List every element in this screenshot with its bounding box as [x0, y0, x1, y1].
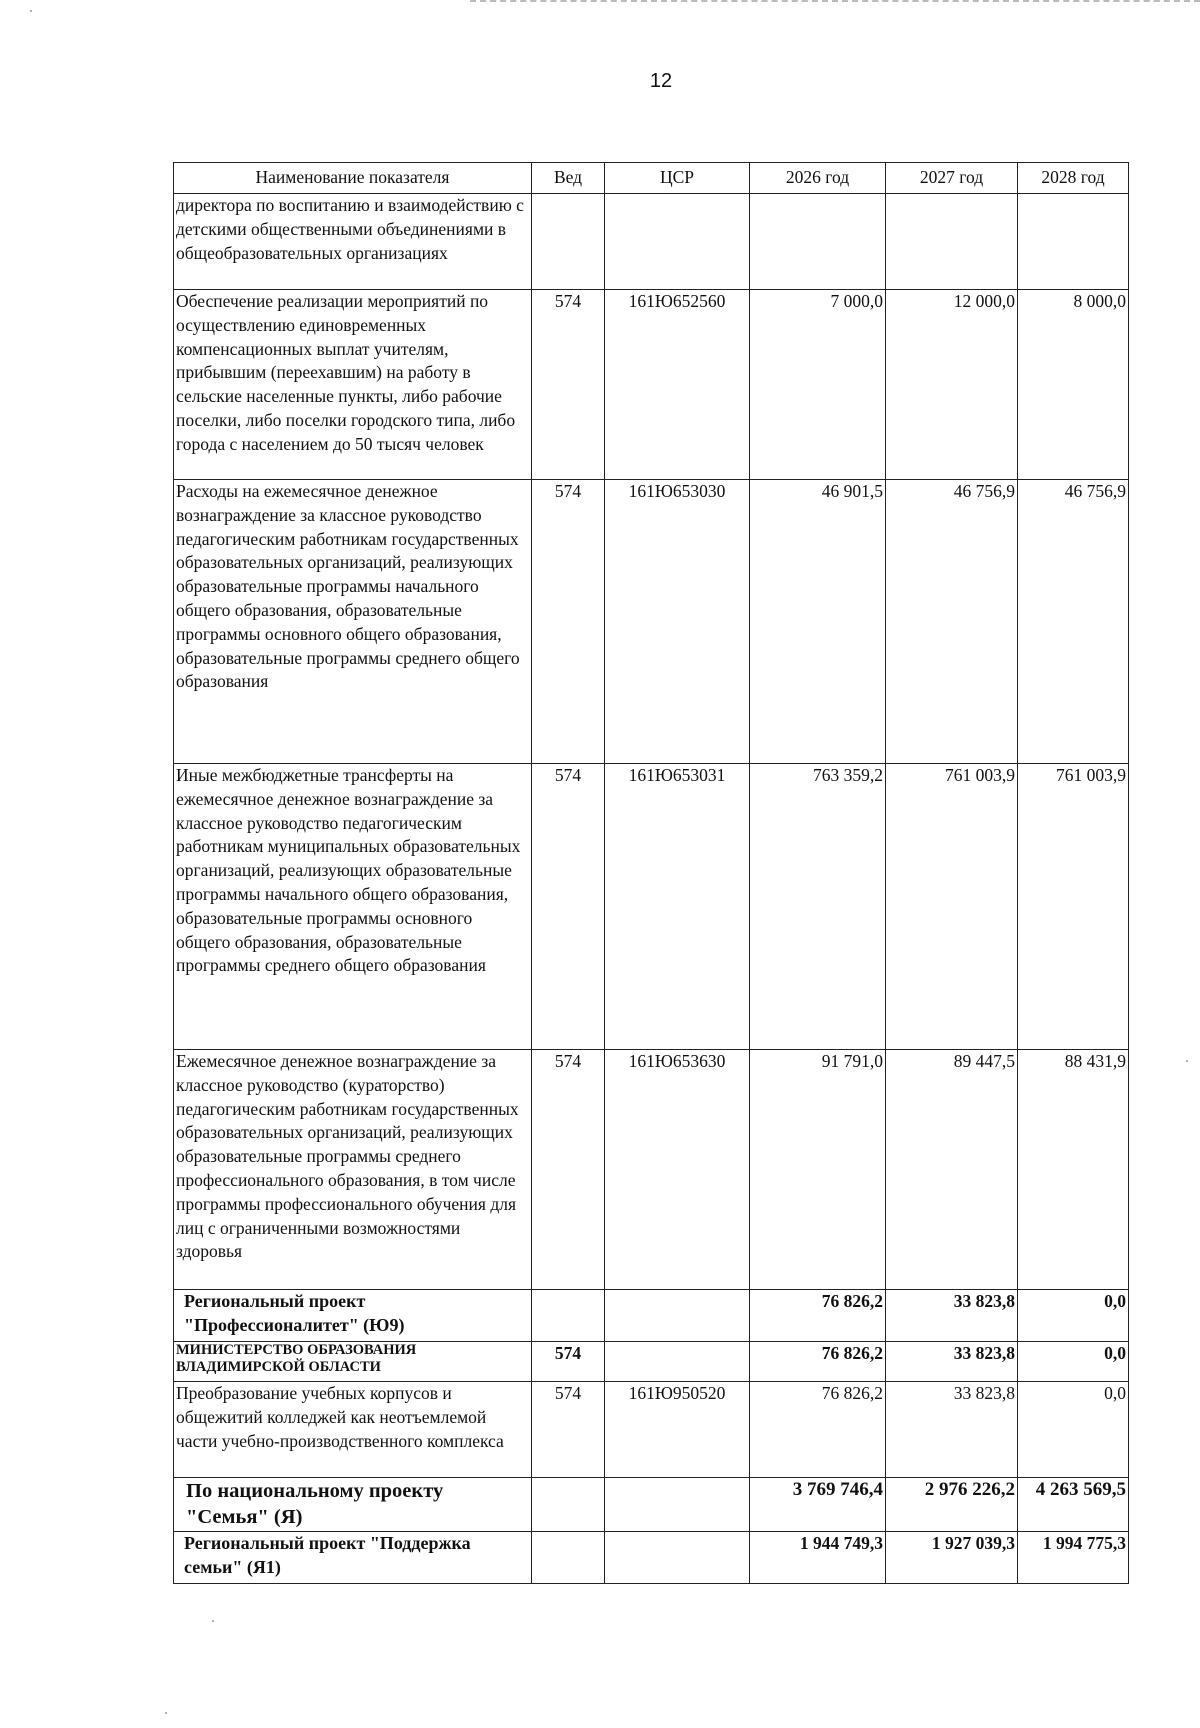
- table-row-project: [174, 1290, 1129, 1342]
- row-ved: 574: [532, 1342, 605, 1382]
- row-name: Иные межбюджетные трансферты на ежемесячное денежное вознаграждение за классное руководство педагогическим работникам муниципальных образовательных организаций, реализующих образовательные программы начального общего образования, образовательные программы основного общего образования, образовательные программы среднего общего образования: [174, 764, 532, 1050]
- row-2027: [886, 194, 1018, 290]
- row-2026: 7 000,0: [750, 290, 886, 480]
- row-csr: [605, 1478, 750, 1532]
- row-name: директора по воспитанию и взаимодействию с детскими общественными объединениями в общеобразовательных организациях: [174, 194, 532, 290]
- row-2027: 33 823,8: [886, 1290, 1018, 1342]
- row-name: Региональный проект "Профессионалитет" (Ю9): [174, 1290, 532, 1342]
- row-name: Региональный проект "Поддержка семьи" (Я1): [174, 1532, 532, 1584]
- row-csr: [605, 1290, 750, 1342]
- table-row-project: [174, 1532, 1129, 1584]
- row-2028: 4 263 569,5: [1018, 1478, 1129, 1532]
- row-2026: [750, 194, 886, 290]
- row-ved: [532, 1478, 605, 1532]
- row-csr: 161Ю653031: [605, 764, 750, 1050]
- row-name: По национальному проекту "Семья" (Я): [174, 1478, 532, 1532]
- row-2026: 1 944 749,3: [750, 1532, 886, 1584]
- row-csr: 161Ю653030: [605, 480, 750, 764]
- table-row: [174, 194, 1129, 290]
- header-2027: 2027 год: [886, 163, 1018, 194]
- row-2026: 3 769 746,4: [750, 1478, 886, 1532]
- row-ved: [532, 194, 605, 290]
- row-2026: 91 791,0: [750, 1050, 886, 1290]
- row-csr: 161Ю653630: [605, 1050, 750, 1290]
- row-2026: 76 826,2: [750, 1382, 886, 1478]
- table-header-row: [174, 163, 1129, 194]
- row-2026: 46 901,5: [750, 480, 886, 764]
- row-ved: 574: [532, 1382, 605, 1478]
- scan-speck: [1186, 1060, 1188, 1062]
- row-csr: 161Ю950520: [605, 1382, 750, 1478]
- header-2026: 2026 год: [750, 163, 886, 194]
- row-2027: 89 447,5: [886, 1050, 1018, 1290]
- scan-speck: [30, 10, 32, 12]
- row-name: Расходы на ежемесячное денежное вознаграждение за классное руководство педагогическим работникам государственных образовательных организаций, реализующих образовательные программы начального общего образования, образовательные программы основного общего образования, образовательные программы среднего общего образования: [174, 480, 532, 764]
- header-2028: 2028 год: [1018, 163, 1129, 194]
- table-row-national-project: [174, 1478, 1129, 1532]
- row-2027: 1 927 039,3: [886, 1532, 1018, 1584]
- budget-table: [173, 162, 1129, 1584]
- row-2028: 0,0: [1018, 1290, 1129, 1342]
- row-csr: [605, 194, 750, 290]
- row-name: Обеспечение реализации мероприятий по осуществлению единовременных компенсационных выплат учителям, прибывшим (переехавшим) на работу в сельские населенные пункты, либо рабочие поселки, либо поселки городского типа, либо города с населением до 50 тысяч человек: [174, 290, 532, 480]
- table-row: [174, 290, 1129, 480]
- row-2028: 1 994 775,3: [1018, 1532, 1129, 1584]
- row-2028: 46 756,9: [1018, 480, 1129, 764]
- row-ved: [532, 1290, 605, 1342]
- row-csr: [605, 1532, 750, 1584]
- row-2027: 761 003,9: [886, 764, 1018, 1050]
- row-2028: [1018, 194, 1129, 290]
- row-2028: 761 003,9: [1018, 764, 1129, 1050]
- row-2027: 2 976 226,2: [886, 1478, 1018, 1532]
- row-ved: 574: [532, 764, 605, 1050]
- row-name: МИНИСТЕРСТВО ОБРАЗОВАНИЯ ВЛАДИМИРСКОЙ ОБЛАСТИ: [174, 1342, 532, 1382]
- scan-speck: [212, 1620, 214, 1622]
- row-ved: 574: [532, 290, 605, 480]
- row-2027: 33 823,8: [886, 1382, 1018, 1478]
- table-row: [174, 480, 1129, 764]
- table-row-ministry: [174, 1342, 1129, 1382]
- row-ved: 574: [532, 480, 605, 764]
- row-name: Преобразование учебных корпусов и общежитий колледжей как неотъемлемой части учебно-производственного комплекса: [174, 1382, 532, 1478]
- table-row: [174, 1050, 1129, 1290]
- row-csr: [605, 1342, 750, 1382]
- row-ved: 574: [532, 1050, 605, 1290]
- row-2026: 76 826,2: [750, 1342, 886, 1382]
- scan-speck: [165, 1712, 167, 1714]
- table-row: [174, 1382, 1129, 1478]
- row-2028: 0,0: [1018, 1342, 1129, 1382]
- row-2027: 12 000,0: [886, 290, 1018, 480]
- row-2028: 8 000,0: [1018, 290, 1129, 480]
- header-name: Наименование показателя: [174, 163, 532, 194]
- row-2027: 33 823,8: [886, 1342, 1018, 1382]
- row-ved: [532, 1532, 605, 1584]
- header-ved: Вед: [532, 163, 605, 194]
- row-2028: 88 431,9: [1018, 1050, 1129, 1290]
- top-edge-rule: [470, 0, 1200, 2]
- header-csr: ЦСР: [605, 163, 750, 194]
- row-2026: 763 359,2: [750, 764, 886, 1050]
- row-2027: 46 756,9: [886, 480, 1018, 764]
- row-2026: 76 826,2: [750, 1290, 886, 1342]
- table-row: [174, 764, 1129, 1050]
- row-name: Ежемесячное денежное вознаграждение за классное руководство (кураторство) педагогическим работникам государственных образовательных организаций, реализующих образовательные программы среднего профессионального образования, в том числе программы профессионального обучения для лиц с ограниченными возможностями здоровья: [174, 1050, 532, 1290]
- page-number: 12: [649, 70, 673, 92]
- row-csr: 161Ю652560: [605, 290, 750, 480]
- row-2028: 0,0: [1018, 1382, 1129, 1478]
